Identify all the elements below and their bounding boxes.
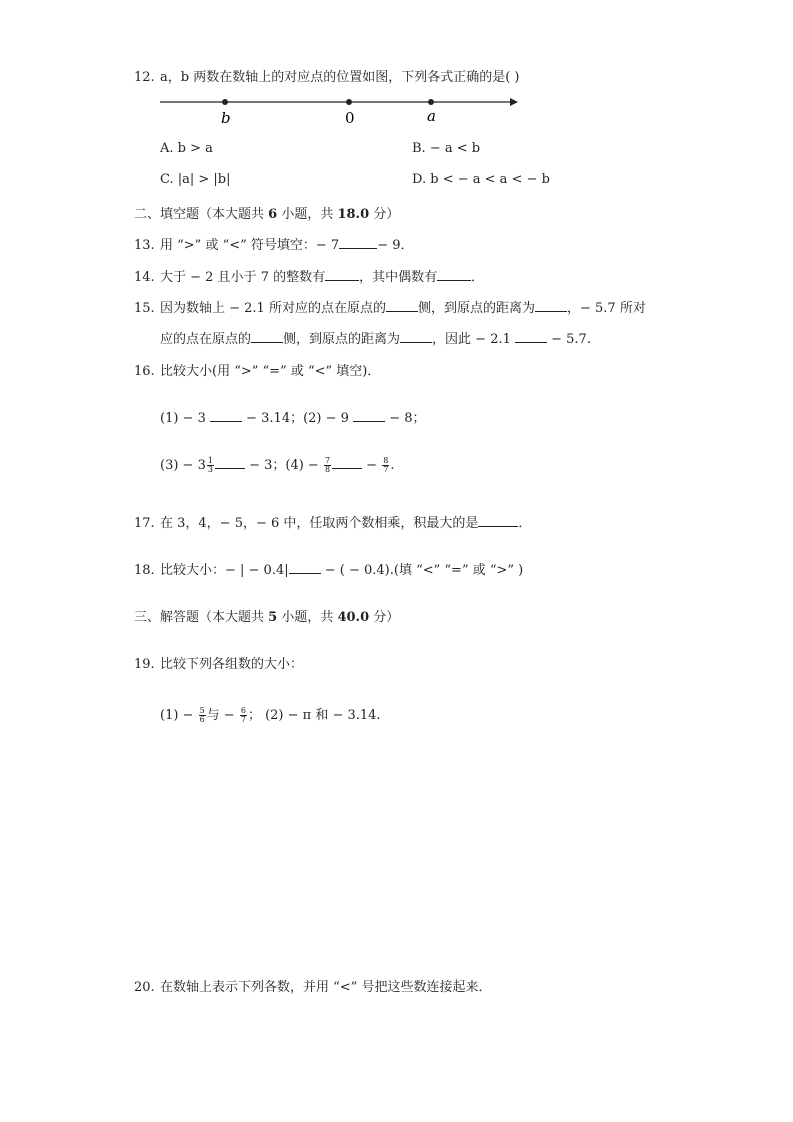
question-18: 18. 比较大小：− | − 0.4| − ( − 0.4).(填 “<” “=” 或 “>” ) [134,563,524,578]
answer-blank[interactable] [325,268,359,281]
answer-blank[interactable] [386,299,418,312]
section-2-header: 二、填空题（本大题共 6 小题，共 18.0 分） [134,207,400,222]
section-3-header: 三、解答题（本大题共 5 小题，共 40.0 分） [134,610,400,625]
fraction: $\frac{8}{7}$ [383,456,389,474]
question-20: 20. 在数轴上表示下列各数，并用 “<” 号把这些数连接起来． [134,980,492,995]
fraction: $\frac{1}{3}$ [207,456,213,474]
label-b: b [221,109,231,127]
option-b: B. − a < b [412,141,481,156]
question-19-parts: (1) − $\frac{5}{6}$ 与 − $\frac{6}{7}$ ； (2) − π 和 − 3.14. [160,706,381,724]
question-15-line-1: 15. 因为数轴上 − 2.1 所对应的点在原点的 侧，到原点的距离为 ，− 5.7 所对 [134,301,646,316]
option-d: D. b < − a < a < − b [412,172,550,187]
label-a: a [427,107,436,125]
answer-blank[interactable] [289,561,321,574]
answer-blank[interactable] [437,268,471,281]
question-number: 12. [134,70,155,85]
answer-blank[interactable] [478,514,518,527]
option-c: C. |a| > |b| [160,172,231,187]
point-a [428,99,434,105]
answer-blank[interactable] [210,409,242,422]
question-14: 14. 大于 − 2 且小于 7 的整数有 ，其中偶数有 ． [134,270,485,285]
fraction: $\frac{5}{6}$ [199,706,205,724]
answer-blank[interactable] [353,409,385,422]
option-a: A. b > a [160,141,213,156]
question-12 [134,66,519,85]
answer-blank[interactable] [515,330,547,343]
point-zero [346,99,352,105]
point-b [222,99,228,105]
fraction: $\frac{6}{7}$ [240,706,246,724]
number-line [158,92,520,128]
answer-blank[interactable] [251,330,283,343]
axis-arrow [510,98,518,106]
question-16-part-2: (3) − 3 $\frac{1}{3}$ − 3；(4) − $\frac{7}{8}$ − $\frac{8}{7}$ . [160,456,395,474]
question-15-line-2: 应的点在原点的 侧，到原点的距离为 ，因此 − 2.1 − 5.7. [160,332,591,347]
question-13: 13. 用 “>” 或 “<” 符号填空：− 7 − 9． [134,238,414,253]
question-16: 16. 比较大小(用 “>” “=” 或 “<” 填空)． [134,364,381,379]
answer-blank[interactable] [215,456,245,469]
question-19: 19. 比较下列各组数的大小： [134,657,304,672]
label-zero: 0 [345,109,355,127]
question-text: a，b 两数在数轴上的对应点的位置如图，下列各式正确的是( ) [160,70,520,85]
answer-blank[interactable] [332,456,362,469]
answer-blank[interactable] [535,299,567,312]
answer-blank[interactable] [400,330,432,343]
question-16-part-1: (1) − 3 − 3.14；(2) − 9 − 8； [160,411,426,426]
fraction: $\frac{7}{8}$ [324,456,331,474]
question-17: 17. 在 3，4，− 5，− 6 中，任取两个数相乘，积最大的是 ． [134,516,532,531]
answer-blank[interactable] [339,236,377,249]
